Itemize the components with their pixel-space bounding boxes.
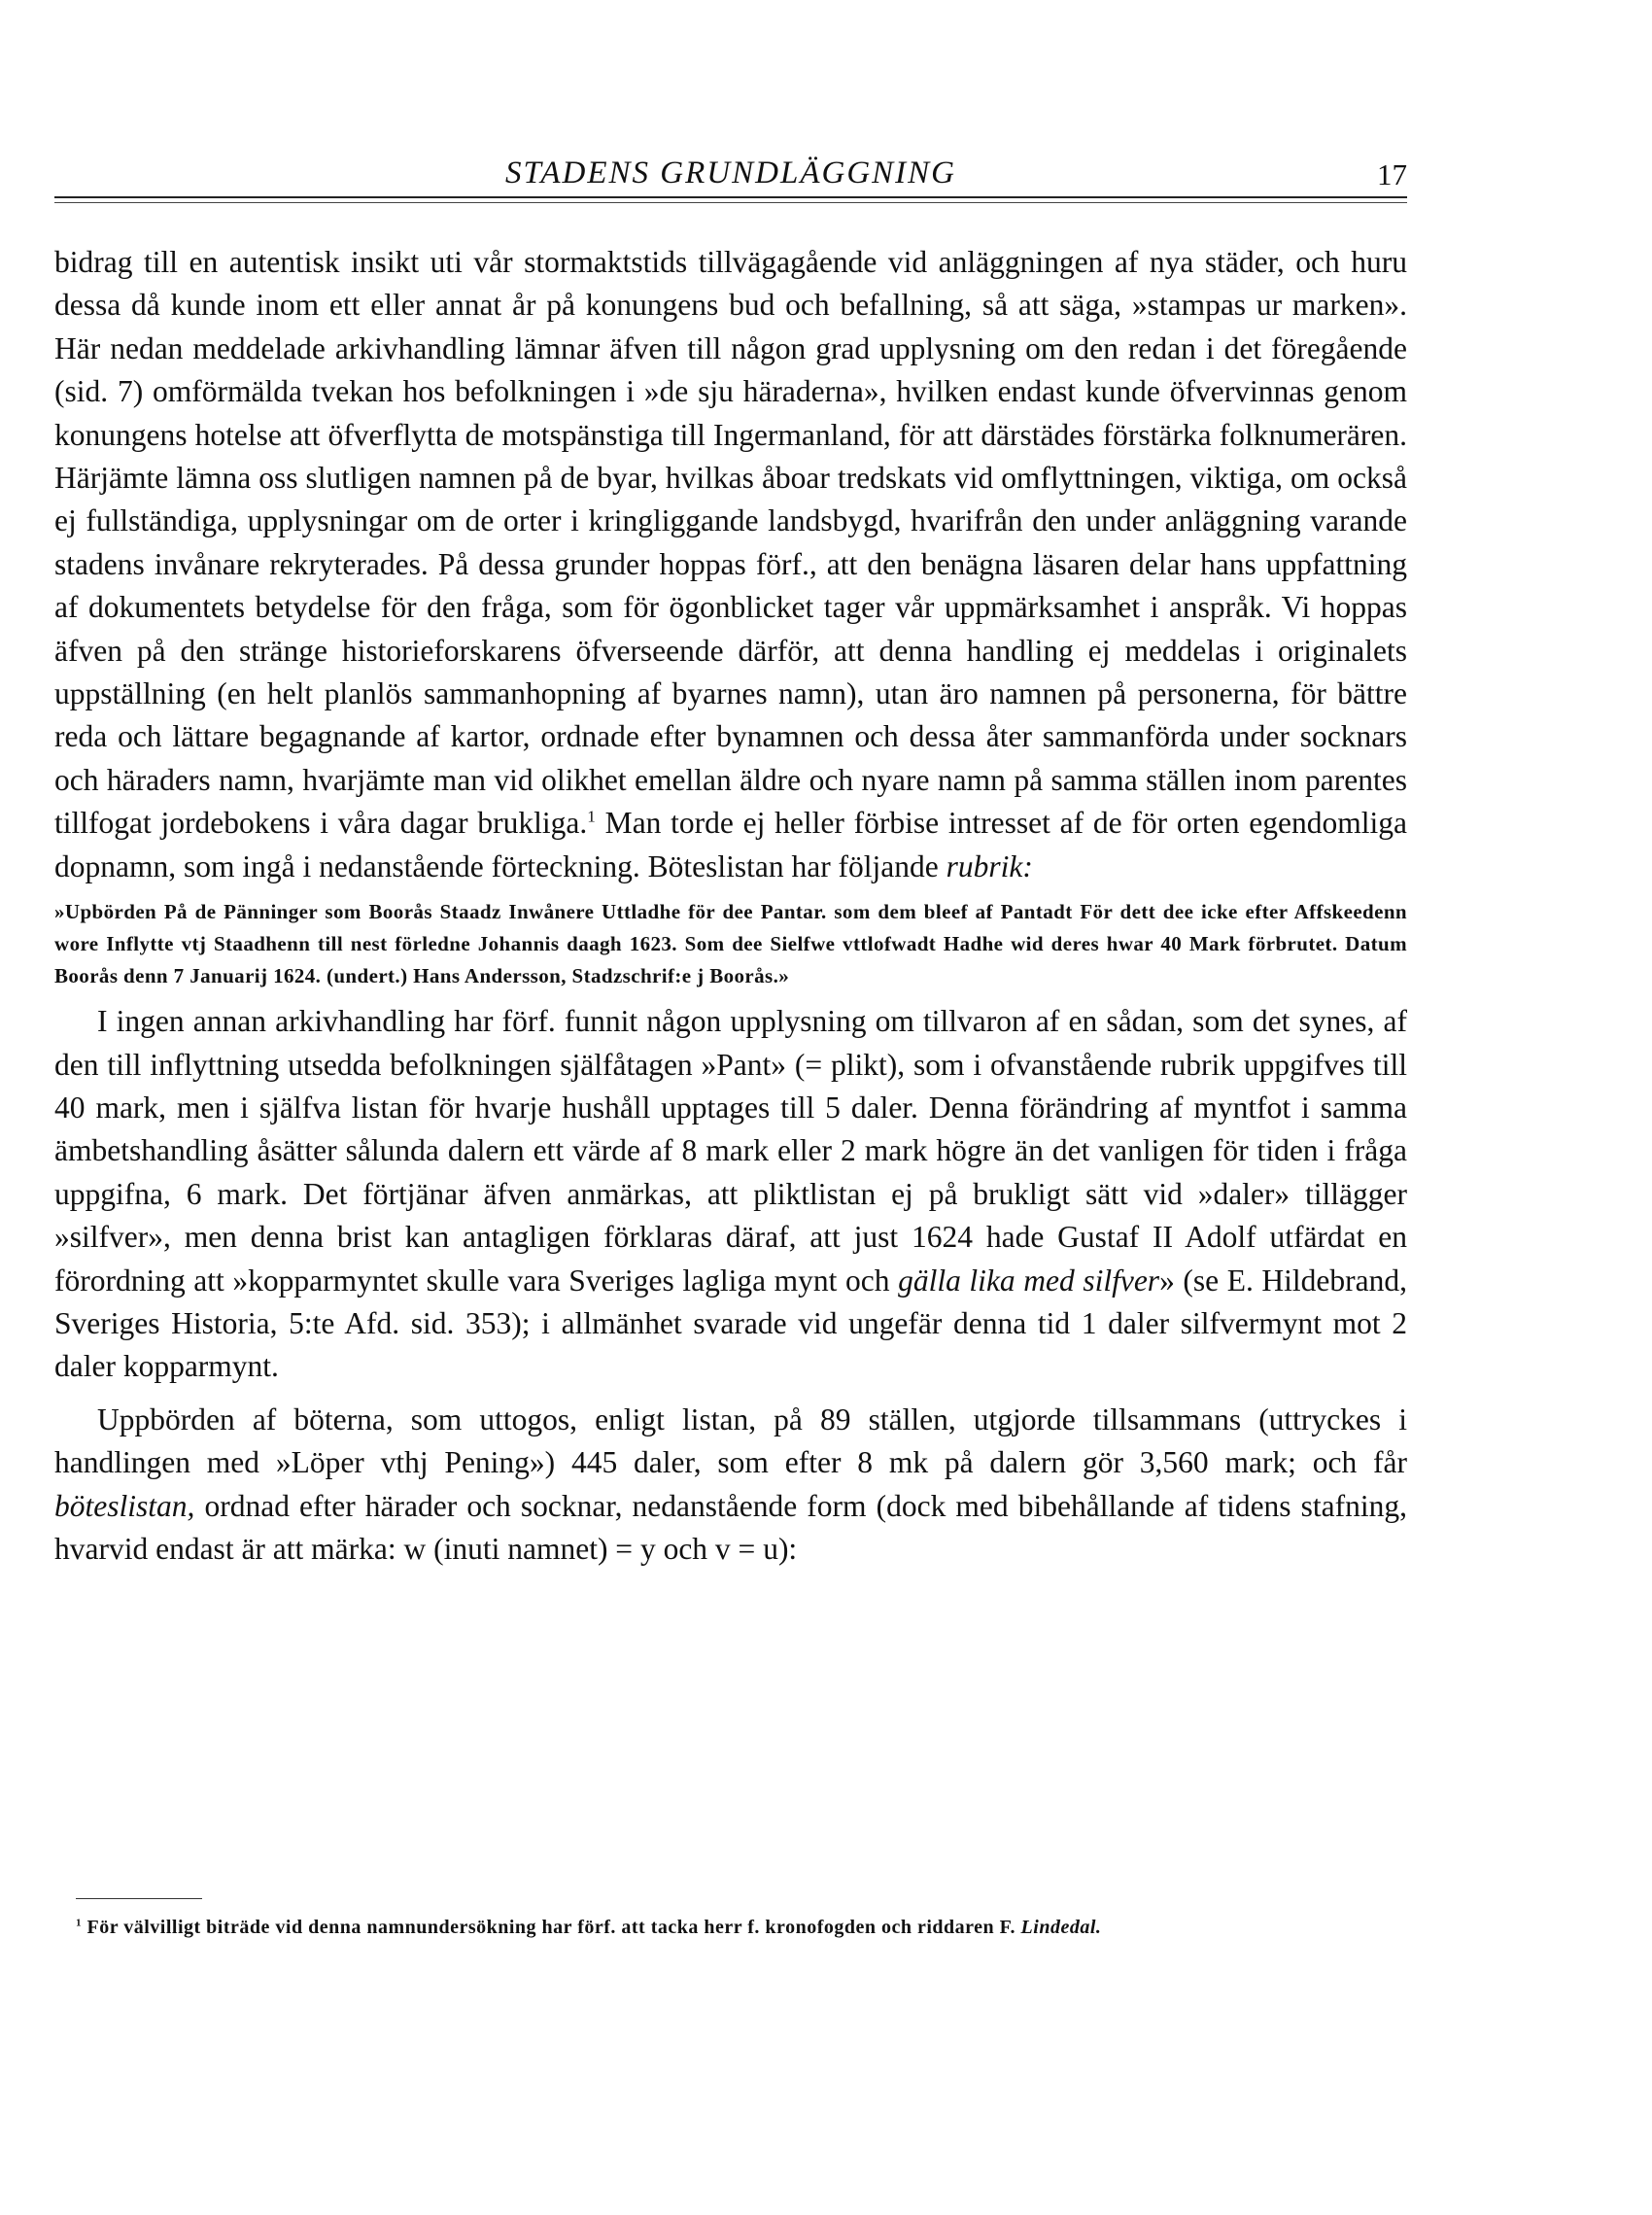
rubrik-label: rubrik: bbox=[946, 848, 1033, 883]
paragraph-gap bbox=[54, 1389, 1407, 1399]
body-text bbox=[54, 241, 1407, 1571]
paragraph-3 bbox=[54, 1399, 1407, 1572]
header-rule-thin bbox=[54, 202, 1407, 203]
footnote-text: För välvilligt biträde vid denna namnundersökning har förf. att tacka herr f. kronofogden och riddaren F. bbox=[82, 1917, 1016, 1938]
footnote-marker: 1 bbox=[76, 1917, 82, 1929]
running-title: STADENS GRUNDLÄGGNING bbox=[505, 156, 956, 190]
footnote-body bbox=[54, 1913, 1407, 1943]
paragraph-1-text-a: bidrag till en autentisk insikt uti vår stormaktstids tillvägagående vid anläggningen af nya städer, och huru dessa då kunde inom ett eller annat år på konungens bud och befallning, så att säga, »stampas ur marken». Här nedan meddelade arkivhandling lämnar äfven till någon grad upplysning om den redan i det föregående (sid. 7) omförmälda tvekan hos befolkningen i »de sju häraderna», hvilken endast kunde öfvervinnas genom konungens hotelse att öfverflytta de motspänstiga till Ingermanland, för att därstädes förstärka folknumerären. Härjämte lämna oss slutligen namnen på de byar, hvilkas åboar tredskats vid omflyttningen, viktiga, om också ej fullständiga, upplysningar om de orter i kringliggande landsbygd, hvarifrån den under anläggning varande stadens invånare rekryterades. På dessa grunder hoppas förf., att den benägna läsaren delar hans uppfattning af dokumentets betydelse för den fråga, som för ögonblicket tager vår uppmärksamhet i anspråk. Vi hoppas äfven på den stränge historieforskarens öfverseende därför, att denna handling ej meddelas i originalets uppställning (en helt planlös sammanhopning af byarnes namn), utan äro namnen på personerna, för bättre reda och lättare begagnande af kartor, ordnade efter bynamnen och dessa åter sammanförda under socknars och häraders namn, hvarjämte man vid olikhet emellan äldre och nyare namn på samma ställen inom parentes tillfogat jordebokens i våra dagar brukliga. bbox=[54, 245, 1407, 841]
footnote-reference: 1 bbox=[587, 807, 596, 826]
paragraph-3-text-b: ordnad efter härader och socknar, nedanstående form (dock med bibehållande af tidens stafning, hvarvid endast är att märka: w (inuti namnet) = y och v = u): bbox=[54, 1488, 1407, 1566]
footnote-signature: Lindedal. bbox=[1020, 1917, 1102, 1938]
paragraph-3-text-a: Uppbörden af böterna, som uttogos, enligt listan, på 89 ställen, utgjorde tillsammans (uttryckes i handlingen med »Löper vthj Pening») 445 daler, som efter 8 mk på dalern gör 3,560 mark; och får bbox=[54, 1402, 1407, 1480]
paragraph-2-italic: gälla lika med silfver bbox=[898, 1263, 1160, 1298]
header-rule-thick bbox=[54, 196, 1407, 198]
footnote-rule bbox=[76, 1898, 202, 1899]
paragraph-2-text-b: » (se E. Hildebrand, Sveriges Historia, 5:te Afd. sid. 353); i allmänhet svarade vid ungefär denna tid 1 daler silfvermynt mot 2 daler kopparmynt. bbox=[54, 1263, 1407, 1384]
rubrik-quote: »Upbörden På de Pänninger som Boorås Staadz Inwånere Uttladhe för dee Pantar. som dem bleef af Pantadt För dett dee icke efter Affskeedenn wore Inflytte vtj Staadhenn till nest förledne Johannis daagh 1623. Som dee Sielfwe vttlofwadt Hadhe wid deres hwar 40 Mark förbrutet. Datum Boorås denn 7 Januarij 1624. (undert.) Hans Andersson, Stadzschrif:e j Boorås.» bbox=[54, 900, 1407, 988]
footnote bbox=[54, 1913, 1407, 1943]
paragraph-1-text-b: Man torde ej heller förbise intresset af de för orten egendomliga dopnamn, som ingå i nedanstående förteckning. Böteslistan har följande bbox=[54, 806, 1407, 883]
paragraph-1 bbox=[54, 241, 1407, 888]
paragraph-3-italic: böteslistan, bbox=[54, 1488, 195, 1523]
page-header bbox=[54, 156, 1407, 194]
paragraph-2-text-a: I ingen annan arkivhandling har förf. funnit någon upplysning om tillvaron af en sådan, som det synes, af den till inflyttning utsedda befolkningen själfåtagen »Pant» (= plikt), som i ofvanstående rubrik uppgifves till 40 mark, men i själfva listan för hvarje hushåll upptages till 5 daler. Denna förändring af myntfot i samma ämbetshandling åsätter sålunda dalern ett värde af 8 mark eller 2 mark högre än det vanligen för tiden i fråga uppgifna, 6 mark. Det förtjänar äfven anmärkas, att pliktlistan ej på brukligt sätt vid »daler» tillägger »silfver», men denna brist kan antagligen förklaras däraf, att just 1624 hade Gustaf II Adolf utfärdat en förordning att »kopparmyntet skulle vara Sveriges lagliga mynt och bbox=[54, 1004, 1407, 1298]
document-page bbox=[54, 0, 1407, 2215]
page-number: 17 bbox=[1377, 157, 1407, 191]
paragraph-2 bbox=[54, 1000, 1407, 1389]
